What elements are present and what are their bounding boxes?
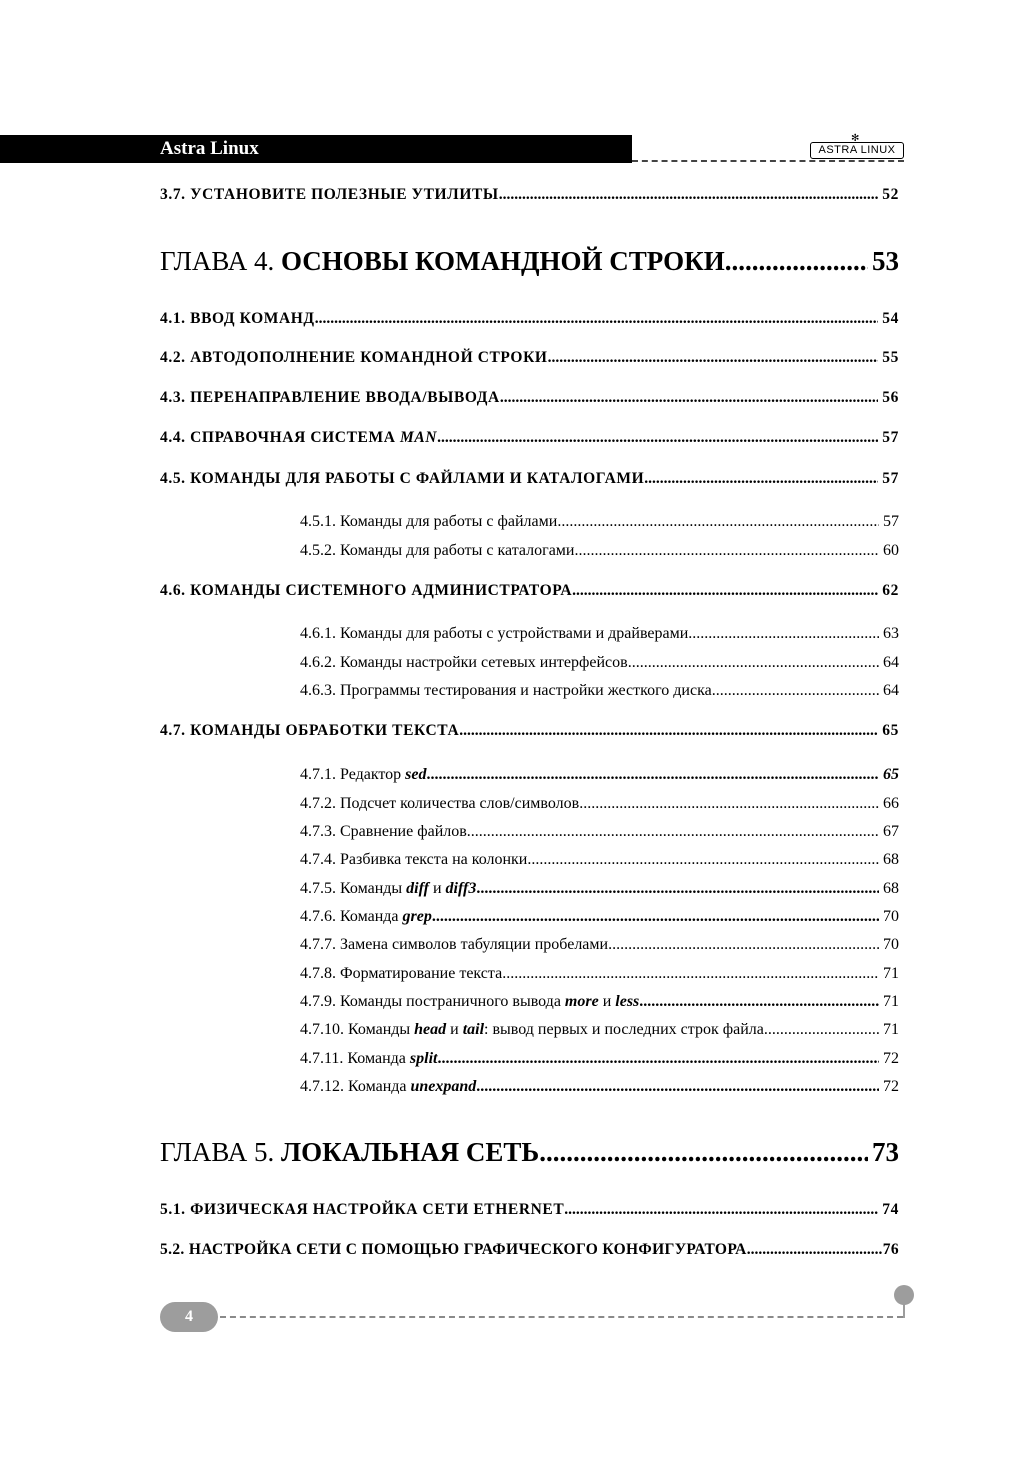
toc-entry-page: 57: [882, 470, 899, 487]
toc-chapter-entry[interactable]: [160, 246, 899, 277]
toc-leader: [500, 389, 878, 407]
toc-subentry[interactable]: [300, 654, 899, 672]
toc-entry-page: 72: [883, 1078, 899, 1095]
toc-entry-title: 4.6.2. Команды настройки сетевых интерфейсов: [300, 654, 628, 671]
toc-leader: [608, 936, 879, 954]
toc-leader: [747, 1241, 883, 1259]
toc-leader: [639, 993, 879, 1011]
toc-entry-title: 4.5.2. Команды для работы с каталогами: [300, 542, 575, 559]
toc-entry-page: 73: [872, 1137, 899, 1167]
command-name: tail: [462, 1021, 485, 1038]
toc-entry-page: 72: [883, 1050, 899, 1067]
toc-leader: [564, 1201, 878, 1219]
toc-entry-page: 63: [883, 625, 899, 642]
toc-leader: [548, 349, 879, 367]
command-name: grep: [402, 908, 432, 925]
toc-entry-title: 4.7.8. Форматирование текста: [300, 965, 503, 982]
toc-subentry[interactable]: [300, 513, 899, 531]
toc-subentry[interactable]: [300, 993, 899, 1011]
toc-leader: [574, 542, 879, 560]
toc-entry-page: 57: [883, 513, 899, 530]
toc-leader: [725, 246, 868, 277]
toc-entry[interactable]: [160, 470, 899, 488]
toc-entry[interactable]: [160, 310, 899, 328]
toc-entry[interactable]: [160, 429, 899, 447]
chapter-prefix: ГЛАВА 5.: [160, 1137, 281, 1167]
toc-entry-page: 56: [882, 389, 899, 406]
command-name: unexpand: [410, 1078, 477, 1095]
toc-entry-page: 55: [882, 349, 899, 366]
toc-subentry[interactable]: [300, 936, 899, 954]
toc-entry-title: 4.7.1. Редактор: [300, 766, 406, 783]
toc-entry-title: 5.1. ФИЗИЧЕСКАЯ НАСТРОЙКА СЕТИ ETHERNET: [160, 1201, 565, 1218]
toc-leader: [502, 965, 879, 983]
toc-subentry[interactable]: [300, 766, 899, 784]
toc-entry-title: 4.7.12. Команда: [300, 1078, 411, 1095]
chapter-title: ОСНОВЫ КОМАНДНОЙ СТРОКИ: [280, 246, 725, 276]
chapter-prefix: ГЛАВА 4.: [160, 246, 281, 276]
footer-dot-icon: [894, 1285, 914, 1305]
toc-entry-title: 5.2. НАСТРОЙКА СЕТИ С ПОМОЩЬЮ ГРАФИЧЕСКОГО КОНФИГУРАТОРА: [160, 1241, 747, 1258]
toc-leader: [644, 470, 878, 488]
toc-leader: [688, 625, 879, 643]
running-header-title: Astra Linux: [160, 138, 259, 159]
toc-leader: [467, 823, 879, 841]
toc-subentry[interactable]: [300, 908, 899, 926]
command-name: diff: [406, 880, 429, 897]
toc-leader: [437, 1050, 879, 1068]
command-name: sed: [405, 766, 427, 783]
toc-subentry[interactable]: [300, 1021, 899, 1039]
toc-entry[interactable]: [160, 389, 899, 407]
astra-linux-logo: ASTRA LINUX: [810, 142, 904, 159]
toc-entry-page: 60: [883, 542, 899, 559]
toc-leader: [539, 1137, 868, 1168]
toc-leader: [476, 880, 879, 898]
toc-leader: [427, 766, 880, 784]
toc-leader: [628, 654, 879, 672]
chapter-title: ЛОКАЛЬНАЯ СЕТЬ: [280, 1137, 540, 1167]
toc-entry-title: 4.7.2. Подсчет количества слов/символов: [300, 795, 580, 812]
footer-dot-stem: [903, 1303, 905, 1318]
toc-entry-page: 74: [882, 1201, 899, 1218]
toc-entry-page: 54: [882, 310, 899, 327]
toc-entry[interactable]: [160, 1201, 899, 1219]
toc-leader: [557, 513, 879, 531]
toc-entry-page: 71: [883, 1021, 899, 1038]
toc-entry[interactable]: [160, 349, 899, 367]
header-bar: [0, 135, 632, 163]
toc-entry[interactable]: [160, 1241, 899, 1259]
toc-entry-page: 68: [883, 880, 899, 897]
command-name: head: [414, 1021, 447, 1038]
toc-entry-page: 64: [883, 654, 899, 671]
toc-subentry[interactable]: [300, 1050, 899, 1068]
toc-entry-title: 4.3. ПЕРЕНАПРАВЛЕНИЕ ВВОДА/ВЫВОДА: [160, 389, 500, 406]
toc-entry[interactable]: [160, 582, 899, 600]
toc-subentry[interactable]: [300, 880, 899, 898]
toc-entry-title: 4.5. КОМАНДЫ ДЛЯ РАБОТЫ С ФАЙЛАМИ И КАТАЛОГАМИ: [160, 470, 645, 487]
toc-entry-conjunction: и: [428, 880, 446, 897]
toc-entry-page: 66: [883, 795, 899, 812]
toc-entry-page: 67: [883, 823, 899, 840]
toc-entry-title: 3.7. УСТАНОВИТЕ ПОЛЕЗНЫЕ УТИЛИТЫ: [160, 186, 499, 203]
toc-leader: [315, 310, 879, 328]
toc-entry[interactable]: [160, 722, 899, 740]
toc-leader: [459, 722, 878, 740]
toc-entry-title: 4.1. ВВОД КОМАНД: [160, 310, 315, 327]
toc-leader: [476, 1078, 879, 1096]
toc-entry-title: 4.4. СПРАВОЧНАЯ СИСТЕМА: [160, 429, 400, 446]
command-name: more: [564, 993, 599, 1010]
toc-chapter-entry[interactable]: [160, 1137, 899, 1168]
toc-entry-title: 4.7.3. Сравнение файлов: [300, 823, 467, 840]
toc-entry-title: 4.7.4. Разбивка текста на колонки: [300, 851, 528, 868]
toc-entry-title: 4.7.9. Команды постраничного вывода: [300, 993, 565, 1010]
toc-leader: [712, 682, 879, 700]
toc-entry-tail: : вывод первых и последних строк файла: [484, 1021, 764, 1038]
toc-entry-page: 62: [882, 582, 899, 599]
toc-leader: [432, 908, 879, 926]
toc-leader: [499, 186, 879, 204]
toc-entry-page: 70: [883, 936, 899, 953]
toc-entry-title: 4.7.5. Команды: [300, 880, 407, 897]
command-name: less: [615, 993, 640, 1010]
command-name: diff3: [445, 880, 477, 897]
toc-entry-title: 4.6.1. Команды для работы с устройствами и драйверами: [300, 625, 689, 642]
toc-entry-title: 4.2. АВТОДОПОЛНЕНИЕ КОМАНДНОЙ СТРОКИ: [160, 349, 548, 366]
logo-star-icon: ✻: [851, 133, 860, 144]
toc-subentry[interactable]: [300, 625, 899, 643]
footer-dotted-rule: [220, 1316, 903, 1318]
toc-entry-emphasis: MAN: [399, 429, 438, 446]
toc-entry-page: 76: [882, 1241, 899, 1258]
toc-subentry[interactable]: [300, 851, 899, 869]
toc-subentry[interactable]: [300, 823, 899, 841]
toc-subentry[interactable]: [300, 682, 899, 700]
toc-entry-title: 4.7.6. Команда: [300, 908, 403, 925]
toc-entry-page: 65: [883, 766, 899, 783]
toc-entry-conjunction: и: [598, 993, 616, 1010]
toc-leader: [437, 429, 878, 447]
command-name: split: [409, 1050, 438, 1067]
toc-subentry[interactable]: [300, 542, 899, 560]
toc-leader: [572, 582, 878, 600]
toc-subentry[interactable]: [300, 1078, 899, 1096]
toc-entry-title: 4.7.10. Команды: [300, 1021, 415, 1038]
toc-leader: [579, 795, 879, 813]
toc-entry-title: 4.7.11. Команда: [300, 1050, 410, 1067]
toc-entry-title: 4.5.1. Команды для работы с файлами: [300, 513, 558, 530]
toc-entry-page: 71: [883, 993, 899, 1010]
header-dotted-rule: [632, 160, 904, 162]
toc-entry-page: 53: [872, 246, 899, 276]
toc-entry-page: 65: [882, 722, 899, 739]
toc-entry-title: 4.6.3. Программы тестирования и настройки жесткого диска: [300, 682, 712, 699]
toc-entry-page: 68: [883, 851, 899, 868]
toc-entry-page: 64: [883, 682, 899, 699]
toc-subentry[interactable]: [300, 965, 899, 983]
page-number: 4: [160, 1302, 218, 1332]
toc-entry-page: 71: [883, 965, 899, 982]
toc-entry-page: 57: [882, 429, 899, 446]
toc-entry-title: 4.7. КОМАНДЫ ОБРАБОТКИ ТЕКСТА: [160, 722, 460, 739]
toc-entry[interactable]: [160, 186, 899, 204]
toc-entry-conjunction: и: [446, 1021, 463, 1038]
toc-leader: [527, 851, 879, 869]
toc-entry-title: 4.7.7. Замена символов табуляции пробелами: [300, 936, 609, 953]
toc-entry-page: 70: [883, 908, 899, 925]
toc-leader: [764, 1021, 879, 1039]
toc-entry-page: 52: [882, 186, 899, 203]
toc-subentry[interactable]: [300, 795, 899, 813]
toc-entry-title: 4.6. КОМАНДЫ СИСТЕМНОГО АДМИНИСТРАТОРА: [160, 582, 573, 599]
